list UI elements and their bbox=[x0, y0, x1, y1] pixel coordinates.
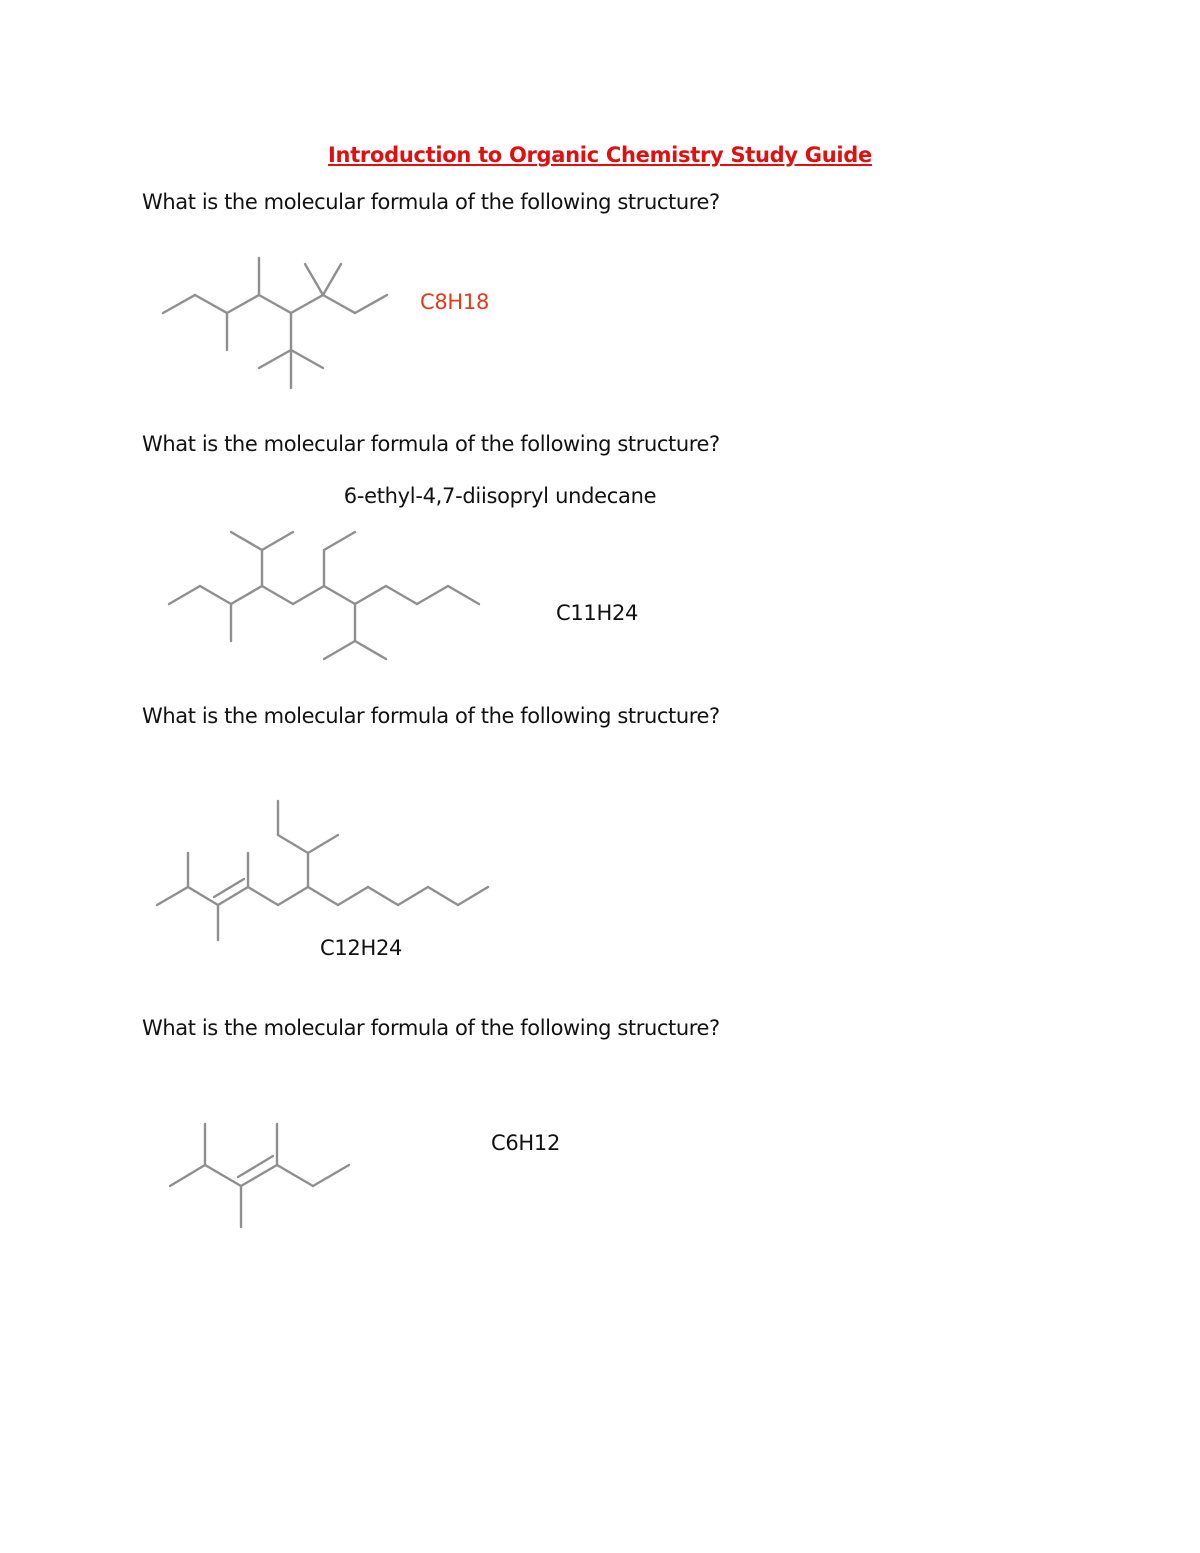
bond-line bbox=[205, 1165, 241, 1186]
bond-line bbox=[313, 1165, 349, 1186]
question-1-prompt: What is the molecular formula of the following structure? bbox=[142, 190, 720, 214]
question-3-answer: C12H24 bbox=[320, 936, 403, 960]
bond-line bbox=[277, 1165, 313, 1186]
question-2-compound-name: 6-ethyl-4,7-diisopryl undecane bbox=[343, 484, 657, 508]
question-1-answer: C8H18 bbox=[420, 290, 490, 314]
question-3-prompt: What is the molecular formula of the following structure? bbox=[142, 704, 720, 728]
page-title: Introduction to Organic Chemistry Study Guide bbox=[328, 143, 872, 167]
bond-line bbox=[170, 1165, 205, 1186]
question-4-answer: C6H12 bbox=[491, 1131, 561, 1155]
structure-4-bonds bbox=[170, 1124, 349, 1227]
bond-line bbox=[241, 1165, 277, 1186]
bond-line bbox=[238, 1156, 273, 1177]
question-2-prompt: What is the molecular formula of the following structure? bbox=[142, 432, 720, 456]
question-4-prompt: What is the molecular formula of the following structure? bbox=[142, 1016, 720, 1040]
question-2-answer: C11H24 bbox=[556, 601, 639, 625]
